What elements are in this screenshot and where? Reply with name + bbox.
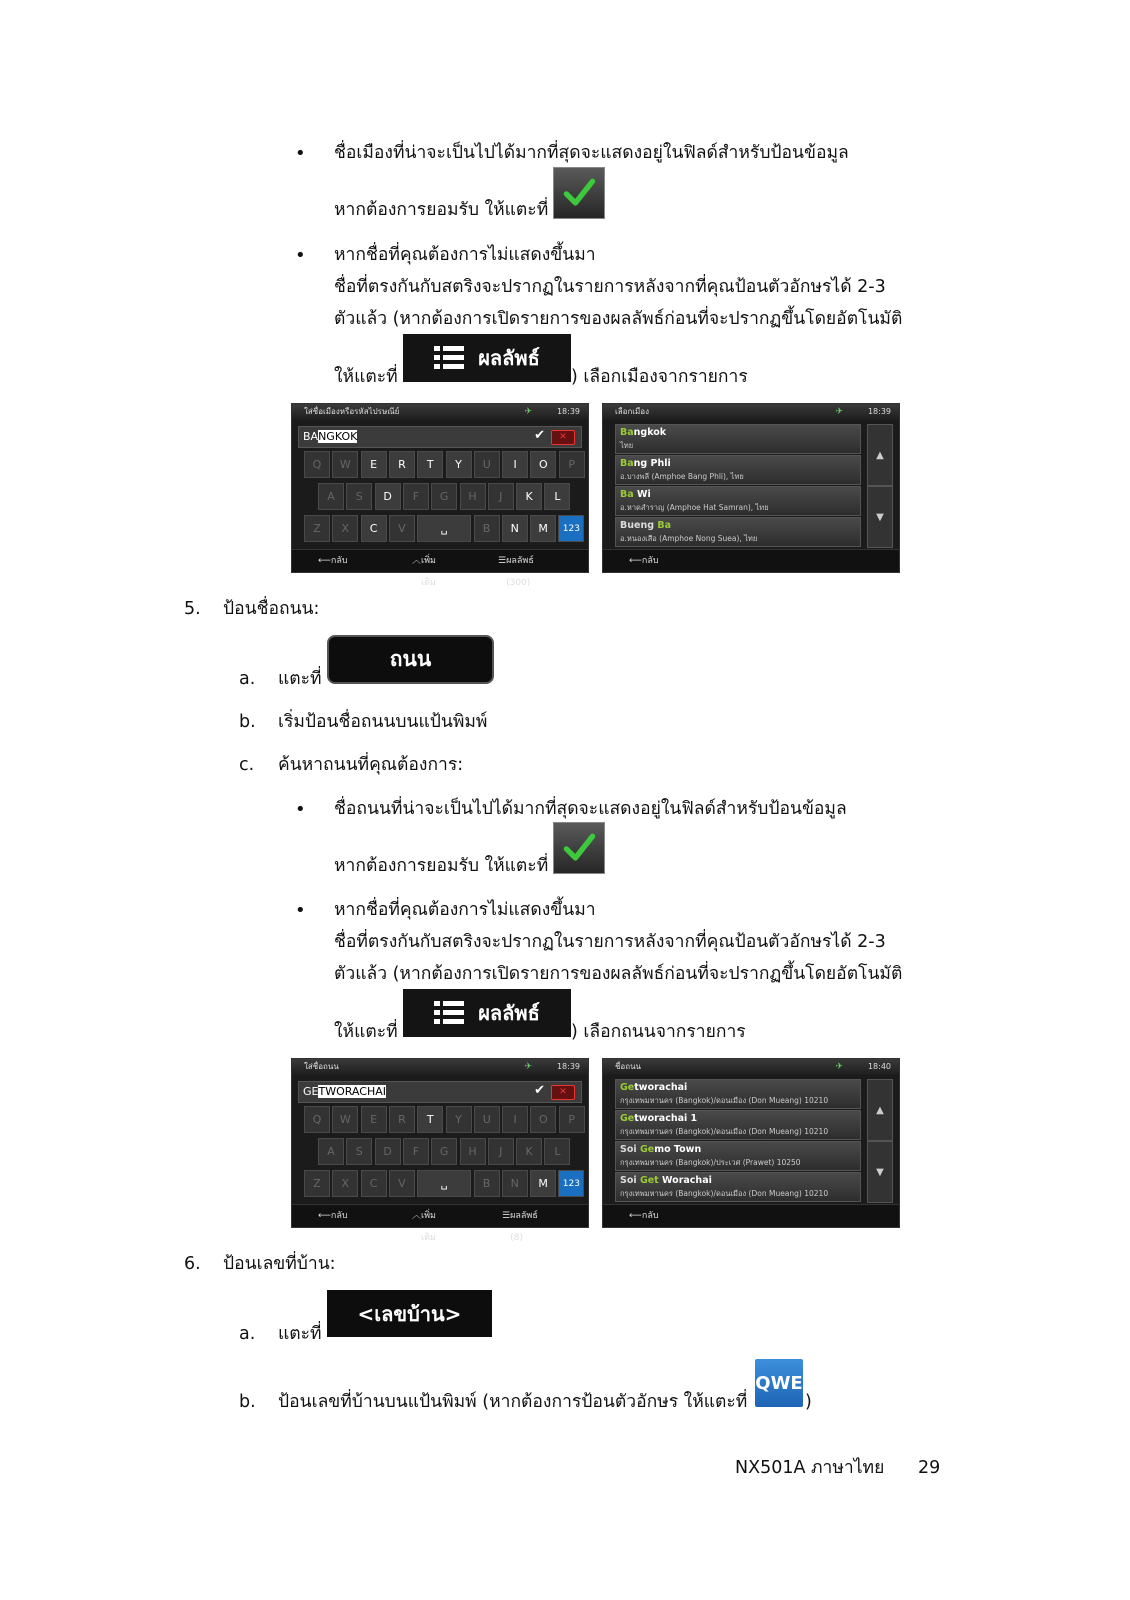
key-v[interactable]: V	[389, 515, 415, 542]
screen-title: ใส่ชื่อถนน	[304, 1062, 339, 1071]
checkmark-icon	[553, 822, 605, 874]
key-m[interactable]: M	[530, 1170, 556, 1197]
confirm-check-icon[interactable]: ✔	[534, 428, 545, 443]
step6-a-text: แตะที่	[278, 1324, 322, 1344]
more-button[interactable]: ︿ เพิ่มเติม	[412, 556, 436, 588]
key-e[interactable]: E	[361, 1106, 387, 1133]
key-p[interactable]: P	[559, 1106, 585, 1133]
step6-number: 6.	[184, 1254, 201, 1274]
list-item-name: Bang Phli	[620, 458, 671, 469]
key-j[interactable]: J	[488, 1138, 514, 1165]
bullet: •	[295, 900, 306, 921]
key-w[interactable]: W	[332, 1106, 358, 1133]
result-list	[615, 1079, 861, 1203]
gps-icon: ✈	[835, 1062, 843, 1072]
status-bar	[603, 1059, 899, 1075]
list-item[interactable]	[615, 486, 861, 516]
step6-title: ป้อนเลขที่บ้าน:	[223, 1254, 336, 1274]
key-i[interactable]: I	[502, 451, 528, 478]
list-item-name: Getworachai 1	[620, 1113, 698, 1124]
list-item[interactable]	[615, 1141, 861, 1171]
key-x[interactable]: X	[332, 515, 358, 542]
list-item[interactable]	[615, 1110, 861, 1140]
key-u[interactable]: U	[474, 1106, 500, 1133]
key-f[interactable]: F	[403, 1138, 429, 1165]
street-bullet2-line2: ชื่อที่ตรงกันกับสตริงจะปรากฏในรายการหลังจากที่คุณป้อนตัวอักษรได้ 2-3	[334, 932, 886, 952]
list-item-description: กรุงเทพมหานคร (Bangkok)/ดอนเมือง (Don Mueang) 10210	[620, 1127, 829, 1136]
key-j[interactable]: J	[488, 483, 514, 510]
step5-a-label: a.	[239, 669, 256, 689]
street-bullet2-line4b: ) เลือกถนนจากรายการ	[571, 1022, 746, 1042]
step6-b-label: b.	[239, 1392, 256, 1412]
list-item[interactable]	[615, 1079, 861, 1109]
result-list	[615, 424, 861, 548]
results-button[interactable]: ☰ ผลลัพธ์ (8)	[502, 1211, 538, 1243]
step5-c-text: ค้นหาถนนที่คุณต้องการ:	[278, 755, 464, 775]
space-key[interactable]: ␣	[417, 1170, 471, 1197]
numeric-keyboard-key[interactable]: 123	[558, 1170, 584, 1197]
space-key[interactable]: ␣	[417, 515, 471, 542]
gps-icon: ✈	[835, 407, 843, 417]
results-label: ผลลัพธ์	[478, 1001, 540, 1025]
status-bar	[292, 1059, 588, 1075]
city-keyboard-screenshot	[291, 403, 589, 588]
list-item-description: ไทย	[620, 441, 634, 450]
list-item-name: Soi Gemo Town	[620, 1144, 702, 1155]
gps-icon: ✈	[524, 1062, 532, 1072]
city-bullet2-line4b: ) เลือกเมืองจากรายการ	[571, 367, 748, 387]
key-k[interactable]: K	[516, 483, 542, 510]
page-number: 29	[918, 1458, 941, 1478]
list-item-name: Getworachai	[620, 1082, 688, 1093]
house-number-button-image: <เลขบ้าน>	[327, 1290, 492, 1337]
back-button[interactable]: ⟵ กลับ	[318, 556, 348, 566]
scroll-down-icon[interactable]: ▼	[867, 1141, 893, 1203]
street-bullet1-line2: หากต้องการยอมรับ ให้แตะที่	[334, 856, 549, 876]
list-item-description: อ.หนองเสือ (Amphoe Nong Suea), ไทย	[620, 534, 758, 543]
qwe-keyboard-button-image: QWE	[755, 1359, 803, 1407]
street-bullet2-line4a: ให้แตะที่	[334, 1022, 398, 1042]
results-label: ผลลัพธ์	[478, 346, 540, 370]
back-button[interactable]: ⟵ กลับ	[629, 1211, 659, 1221]
input-field[interactable]	[298, 426, 582, 448]
key-c[interactable]: C	[361, 1170, 387, 1197]
list-item-name: Ba Wi	[620, 489, 651, 500]
key-y[interactable]: Y	[446, 1106, 472, 1133]
step5-b-text: เริ่มป้อนชื่อถนนบนแป้นพิมพ์	[278, 712, 488, 732]
street-keyboard-screenshot	[291, 1058, 589, 1243]
key-d[interactable]: D	[375, 1138, 401, 1165]
city-bullet1-line1: ชื่อเมืองที่น่าจะเป็นไปได้มากที่สุดจะแสดงอยู่ในฟิลด์สำหรับป้อนข้อมูล	[334, 143, 849, 163]
key-v[interactable]: V	[389, 1170, 415, 1197]
step5-c-label: c.	[239, 755, 255, 775]
city-bullet2-line2: ชื่อที่ตรงกันกับสตริงจะปรากฏในรายการหลังจากที่คุณป้อนตัวอักษรได้ 2-3	[334, 277, 886, 297]
key-s[interactable]: S	[346, 1138, 372, 1165]
step6-b-close: )	[805, 1392, 812, 1412]
key-o[interactable]: O	[530, 451, 556, 478]
screen-footer	[292, 549, 588, 588]
screen-title: เลือกเมือง	[615, 407, 650, 416]
street-bullet1-line1: ชื่อถนนที่น่าจะเป็นไปได้มากที่สุดจะแสดงอยู่ในฟิลด์สำหรับป้อนข้อมูล	[334, 799, 847, 819]
key-d[interactable]: D	[375, 483, 401, 510]
footer-model: NX501A ภาษาไทย	[735, 1458, 885, 1478]
city-bullet2-line3: ตัวแล้ว (หากต้องการเปิดรายการของผลลัพธ์ก่อนที่จะปรากฏขึ้นโดยอัตโนมัติ	[334, 309, 903, 329]
key-g[interactable]: G	[431, 1138, 457, 1165]
autocomplete-text: TWORACHAI	[318, 1085, 386, 1098]
key-t[interactable]: T	[417, 451, 443, 478]
input-field[interactable]	[298, 1081, 582, 1103]
key-h[interactable]: H	[460, 483, 486, 510]
key-s[interactable]: S	[346, 483, 372, 510]
typed-text: BA	[303, 430, 319, 443]
bullet: •	[295, 245, 306, 266]
key-l[interactable]: L	[544, 483, 570, 510]
clock: 18:39	[556, 1062, 580, 1071]
list-item-description: อ.หาดสำราญ (Amphoe Hat Samran), ไทย	[620, 503, 769, 512]
step5-number: 5.	[184, 599, 201, 619]
step5-a-text: แตะที่	[278, 669, 322, 689]
key-t[interactable]: T	[417, 1106, 443, 1133]
list-item[interactable]	[615, 424, 861, 454]
city-list-screenshot	[602, 403, 900, 573]
key-g[interactable]: G	[431, 483, 457, 510]
list-icon	[434, 346, 464, 370]
key-x[interactable]: X	[332, 1170, 358, 1197]
street-bullet2-line3: ตัวแล้ว (หากต้องการเปิดรายการของผลลัพธ์ก่อนที่จะปรากฏขึ้นโดยอัตโนมัติ	[334, 964, 903, 984]
key-a[interactable]: A	[318, 1138, 344, 1165]
screen-footer	[603, 549, 899, 572]
checkmark-icon	[553, 167, 605, 219]
key-w[interactable]: W	[332, 451, 358, 478]
bullet: •	[295, 799, 306, 820]
confirm-check-icon[interactable]: ✔	[534, 1083, 545, 1098]
key-f[interactable]: F	[403, 483, 429, 510]
results-button[interactable]: ☰ ผลลัพธ์ (300)	[498, 556, 534, 588]
list-item-description: อ.บางพลี (Amphoe Bang Phli), ไทย	[620, 472, 744, 481]
list-item-description: กรุงเทพมหานคร (Bangkok)/ดอนเมือง (Don Mueang) 10210	[620, 1189, 829, 1198]
clock: 18:40	[867, 1062, 891, 1071]
list-item[interactable]	[615, 1172, 861, 1202]
screen-title: ใส่ชื่อเมืองหรือรหัสไปรษณีย์	[304, 407, 400, 416]
list-item-description: กรุงเทพมหานคร (Bangkok)/ดอนเมือง (Don Mueang) 10210	[620, 1096, 829, 1105]
key-n[interactable]: N	[502, 1170, 528, 1197]
key-r[interactable]: R	[389, 451, 415, 478]
scroll-up-icon[interactable]: ▲	[867, 424, 893, 486]
city-bullet2-line1: หากชื่อที่คุณต้องการไม่แสดงขึ้นมา	[334, 245, 596, 265]
street-bullet2-line1: หากชื่อที่คุณต้องการไม่แสดงขึ้นมา	[334, 900, 596, 920]
list-item-name: Soi Get Worachai	[620, 1175, 712, 1186]
step5-title: ป้อนชื่อถนน:	[223, 599, 320, 619]
key-q[interactable]: Q	[304, 451, 330, 478]
key-z[interactable]: Z	[304, 1170, 330, 1197]
numeric-keyboard-key[interactable]: 123	[558, 515, 584, 542]
scroll-up-icon[interactable]: ▲	[867, 1079, 893, 1141]
city-bullet1-line2: หากต้องการยอมรับ ให้แตะที่	[334, 200, 549, 220]
step6-a-label: a.	[239, 1324, 256, 1344]
key-r[interactable]: R	[389, 1106, 415, 1133]
more-button[interactable]: ︿ เพิ่มเติม	[412, 1211, 436, 1243]
key-b[interactable]: B	[474, 1170, 500, 1197]
list-item[interactable]	[615, 517, 861, 547]
key-o[interactable]: O	[530, 1106, 556, 1133]
autocomplete-text: NGKOK	[318, 430, 358, 443]
key-n[interactable]: N	[502, 515, 528, 542]
list-icon	[434, 1001, 464, 1025]
key-u[interactable]: U	[474, 451, 500, 478]
key-k[interactable]: K	[516, 1138, 542, 1165]
screen-footer	[292, 1204, 588, 1243]
backspace-icon[interactable]: ✕	[551, 1085, 575, 1100]
list-item-name: Bueng Ba	[620, 520, 671, 531]
back-button[interactable]: ⟵ กลับ	[629, 556, 659, 566]
key-a[interactable]: A	[318, 483, 344, 510]
typed-text: GE	[303, 1085, 319, 1098]
screen-footer	[603, 1204, 899, 1227]
list-item[interactable]	[615, 455, 861, 485]
scroll-down-icon[interactable]: ▼	[867, 486, 893, 548]
key-c[interactable]: C	[361, 515, 387, 542]
step5-b-label: b.	[239, 712, 256, 732]
key-z[interactable]: Z	[304, 515, 330, 542]
list-item-name: Bangkok	[620, 427, 667, 438]
back-button[interactable]: ⟵ กลับ	[318, 1211, 348, 1221]
status-bar	[603, 404, 899, 420]
street-list-screenshot	[602, 1058, 900, 1228]
key-b[interactable]: B	[474, 515, 500, 542]
backspace-icon[interactable]: ✕	[551, 430, 575, 445]
key-y[interactable]: Y	[446, 451, 472, 478]
key-h[interactable]: H	[460, 1138, 486, 1165]
key-l[interactable]: L	[544, 1138, 570, 1165]
key-i[interactable]: I	[502, 1106, 528, 1133]
clock: 18:39	[867, 407, 891, 416]
gps-icon: ✈	[524, 407, 532, 417]
key-q[interactable]: Q	[304, 1106, 330, 1133]
screen-title: ชื่อถนน	[615, 1062, 642, 1071]
results-button-image	[403, 989, 571, 1037]
clock: 18:39	[556, 407, 580, 416]
results-button-image	[403, 334, 571, 382]
list-item-description: กรุงเทพมหานคร (Bangkok)/ประเวศ (Prawet) 10250	[620, 1158, 801, 1167]
key-p[interactable]: P	[559, 451, 585, 478]
step6-b-text: ป้อนเลขที่บ้านบนแป้นพิมพ์ (หากต้องการป้อนตัวอักษร ให้แตะที่	[278, 1392, 748, 1412]
key-e[interactable]: E	[361, 451, 387, 478]
street-button-image: ถนน	[327, 635, 494, 684]
status-bar	[292, 404, 588, 420]
city-bullet2-line4a: ให้แตะที่	[334, 367, 398, 387]
bullet: •	[295, 143, 306, 164]
key-m[interactable]: M	[530, 515, 556, 542]
